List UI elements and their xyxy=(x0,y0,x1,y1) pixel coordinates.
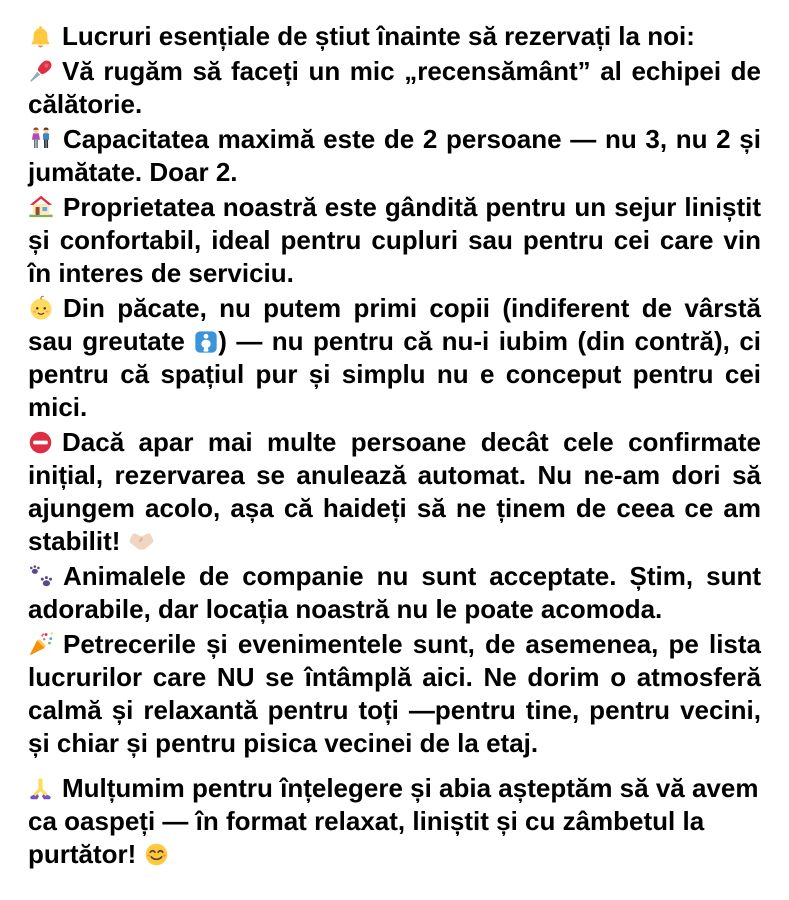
overcapacity-text: Dacă apar mai multe persoane decât cele confirmate inițial, rezervarea se anulează automat. Nu ne-am dori să ajungem acolo, așa că haideți să ne ținem de ceea ce am stabilit! xyxy=(28,427,761,556)
rule-paragraph-intro xyxy=(28,20,761,53)
rule-paragraph-capacity xyxy=(28,123,761,189)
no-pets-text: Animalele de companie nu sunt acceptate. Știm, sunt adorabile, dar locația noastră nu le poate acomoda. xyxy=(28,561,761,624)
intro-text: Lucruri esențiale de știut înainte să rezervați la noi: xyxy=(62,21,695,51)
no-parties-text: Petrecerile și evenimentele sunt, de asemenea, pe lista lucrurilor care NU se întâmplă aici. Ne dorim o atmosferă calmă și relaxantă pentru toți —pentru tine, pentru vecini, și chiar și pentru pisica vecinei de la etaj. xyxy=(28,629,761,758)
rule-paragraph-property xyxy=(28,191,761,290)
thanks-text: Mulțumim pentru înțelegere și abia așteptăm să vă avem ca oaspeți — în format relaxat, liniștit și cu zâmbetul la purtător! xyxy=(28,773,759,869)
no-entry-icon xyxy=(28,427,53,457)
rule-paragraph-overcapacity xyxy=(28,426,761,558)
couple-icon xyxy=(28,124,54,154)
no-children-text: Din păcate, nu putem primi copii (indiferent de vârstă sau greutate ) — nu pentru că nu-i iubim (din contră), ci pentru că spațiul pur și simplu nu e conceput pentru cei mici. xyxy=(28,293,761,422)
property-text: Proprietatea noastră este gândită pentru un sejur liniștit și confortabil, ideal pentru cupluri sau pentru cei care vin în interes de serviciu. xyxy=(28,192,761,288)
bell-icon xyxy=(28,21,53,51)
rule-paragraph-no-parties xyxy=(28,628,761,760)
praying-hands-icon xyxy=(28,773,53,803)
paw-prints-icon xyxy=(28,561,54,591)
pushpin-icon xyxy=(28,56,53,86)
party-popper-icon xyxy=(28,629,54,659)
census-text: Vă rugăm să faceți un mic „recensământ” al echipei de călătorie. xyxy=(28,56,761,119)
baby-face-icon xyxy=(28,293,54,323)
rule-paragraph-thanks xyxy=(28,772,761,871)
capacity-text: Capacitatea maximă este de 2 persoane — nu 3, nu 2 și jumătate. Doar 2. xyxy=(28,124,761,187)
rule-paragraph-no-children xyxy=(28,292,761,424)
rule-paragraph-no-pets xyxy=(28,560,761,626)
house-icon xyxy=(28,192,54,222)
rule-paragraph-census xyxy=(28,55,761,121)
